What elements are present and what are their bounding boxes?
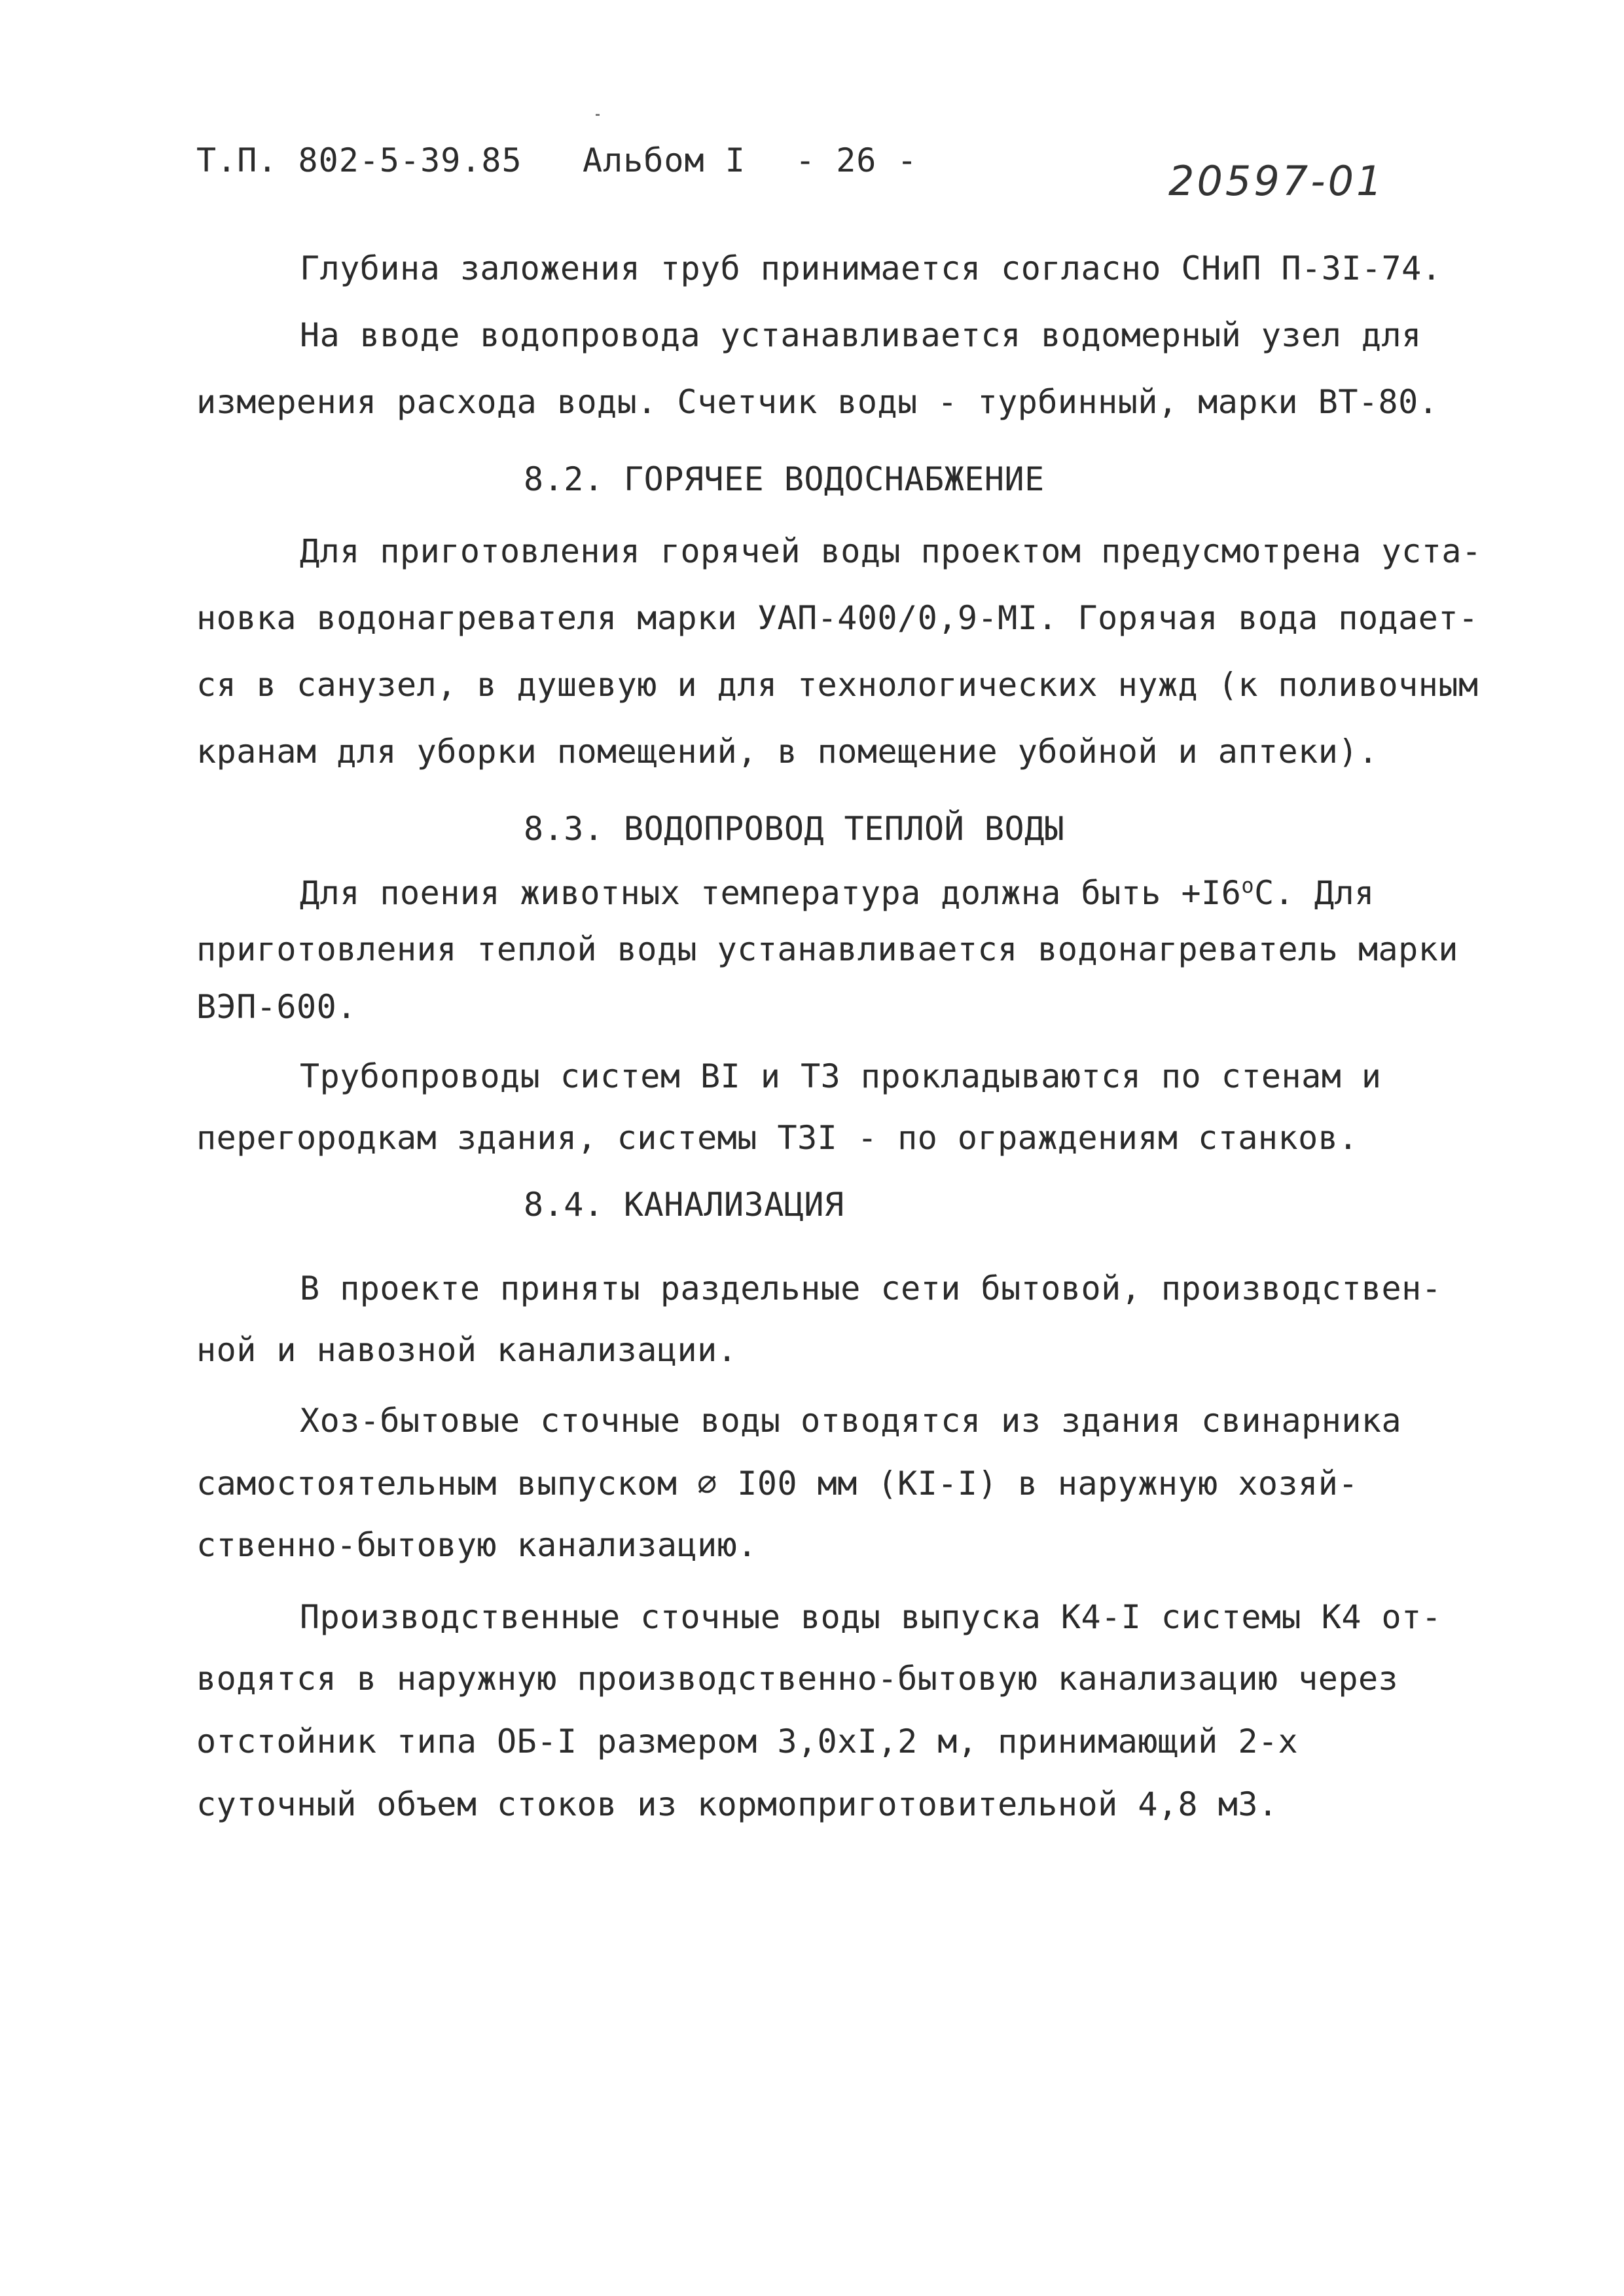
degree-superscript: о [1241, 873, 1255, 898]
section-heading: 8.3. ВОДОПРОВОД ТЕПЛОЙ ВОДЫ [524, 810, 1065, 848]
text-line: ся в санузел, в душевую и для технологических нужд (к поливочным [196, 666, 1479, 704]
text-line: Хоз-бытовые сточные воды отводятся из здания свинарника [300, 1402, 1402, 1440]
page-number: - 26 - [795, 141, 918, 179]
text-line: водятся в наружную производственно-бытовую канализацию через [196, 1660, 1399, 1698]
text-line: перегородкам здания, системы Т3I - по ограждениям станков. [196, 1119, 1358, 1157]
scan-speck [596, 114, 600, 116]
text-line: ВЭП-600. [196, 988, 357, 1026]
text-line: суточный объем стоков из кормоприготовительной 4,8 м3. [196, 1785, 1278, 1823]
text-line: кранам для уборки помещений, в помещение убойной и аптеки). [196, 733, 1379, 771]
text-fragment: Для поения животных температура должна быть +I6 [300, 874, 1242, 912]
document-code: Т.П. 802-5-39.85 [196, 141, 522, 179]
text-line: Трубопроводы систем ВI и Т3 прокладываются по стенам и [300, 1057, 1382, 1095]
text-line: ной и навозной канализации. [196, 1331, 738, 1369]
text-line: Для приготовления горячей воды проектом предусмотрена уста- [300, 532, 1482, 570]
text-line: самостоятельным выпуском ∅ I00 мм (КI-I) в наружную хозяй- [196, 1465, 1358, 1503]
text-line: измерения расхода воды. Счетчик воды - турбинный, марки ВТ-80. [196, 383, 1439, 421]
text-fragment: С. Для [1254, 874, 1375, 912]
text-line: ственно-бытовую канализацию. [196, 1526, 757, 1564]
text-line: отстойник типа ОБ-I размером 3,0хI,2 м, принимающий 2-х [196, 1722, 1299, 1760]
section-heading: 8.2. ГОРЯЧЕЕ ВОДОСНАБЖЕНИЕ [524, 460, 1045, 498]
text-line: Глубина заложения труб принимается согласно СНиП П-3I-74. [300, 249, 1442, 287]
handwritten-number: 20597-01 [1168, 157, 1385, 205]
text-line [300, 873, 1375, 913]
text-line: На вводе водопровода устанавливается водомерный узел для [300, 316, 1422, 354]
text-line: новка водонагревателя марки УАП-400/0,9-МI. Горячая вода подает- [196, 599, 1479, 637]
section-heading: 8.4. КАНАЛИЗАЦИЯ [524, 1186, 844, 1224]
album-label: Альбом I [583, 141, 746, 179]
text-line: В проекте приняты раздельные сети бытовой, производствен- [300, 1269, 1442, 1307]
text-line: Производственные сточные воды выпуска К4-I системы К4 от- [300, 1598, 1442, 1636]
text-line: приготовления теплой воды устанавливается водонагреватель марки [196, 930, 1458, 968]
